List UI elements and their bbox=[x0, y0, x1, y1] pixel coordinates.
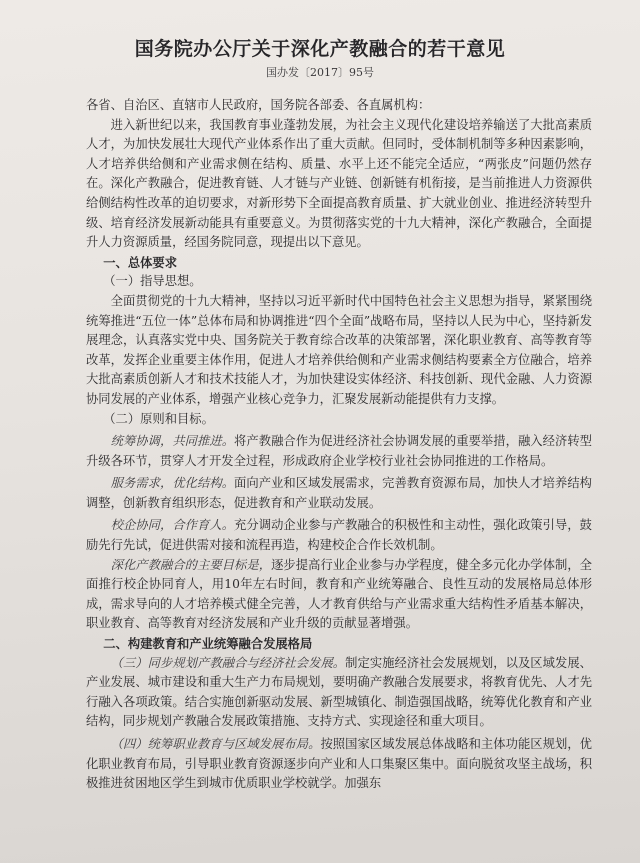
subsection-4-lead: （四）统筹职业教育与区域发展布局。 bbox=[110, 737, 321, 751]
salutation: 各省、自治区、直辖市人民政府，国务院各部委、各直属机构： bbox=[86, 98, 431, 112]
principle-cooperation-lead: 校企协同，合作育人。 bbox=[110, 518, 235, 533]
subsection-3-text: 制定实施经济社会发展规划，以及区域发展、产业发展、城市建设和重大生产力布局规划，要明确产教融合发展要求，将教育优先、人才先行融入各项政策。结合实施创新驱动发展、新型城镇化、制造强国战略，统筹优化教育和产业结构，同步规划产教融合发展政策措施、支持方式、实现途径和重大项目。 bbox=[86, 655, 592, 729]
principle-coordination bbox=[86, 432, 592, 471]
main-goal-text: 逐步提高行业企业参与办学程度，健全多元化办学体制，全面推行校企协同育人，用10年左右时间，教育和产业统筹融合、良性互动的发展格局总体形成，需求导向的人才培养模式健全完善，人才教育供给与产业需求重大结构性矛盾基本解决，职业教育、高等教育对经济发展和产业升级的贡献显著增强。 bbox=[86, 557, 592, 631]
intro-paragraph: 进入新世纪以来，我国教育事业蓬勃发展，为社会主义现代化建设培养输送了大批高素质人才，为加快发展壮大现代产业体系作出了重大贡献。但同时，受体制机制等多种因素影响，人才培养供给侧和产业需求侧在结构、质量、水平上还不能完全适应，“两张皮”问题仍然存在。深化产教融合，促进教育链、人才链与产业链、创新链有机衔接，是当前推进人力资源供给侧结构性改革的迫切要求，对新形势下全面提高教育质量、扩大就业创业、推进经济转型升级、培育经济发展新动能具有重要意义。为贯彻落实党的十九大精神，深化产教融合，全面提升人力资源质量，经国务院同意，现提出以下意见。 bbox=[86, 117, 592, 250]
principle-demand-text: 面向产业和区域发展需求，完善教育资源布局，加快人才培养结构调整，创新教育组织形态，促进教育和产业联动发展。 bbox=[86, 476, 592, 510]
section-heading-1: 一、总体要求 bbox=[103, 254, 178, 270]
principle-cooperation-text: 充分调动企业参与产教融合的积极性和主动性，强化政策引导，鼓励先行先试，促进供需对接和流程再造，构建校企合作长效机制。 bbox=[86, 518, 592, 553]
principle-demand bbox=[86, 474, 592, 513]
document-body bbox=[86, 96, 592, 794]
subsection-heading-1: （一）指导思想。 bbox=[103, 274, 202, 289]
document-number: 国办发〔2017〕95号 bbox=[266, 66, 374, 79]
principle-demand-lead: 服务需求，优化结构。 bbox=[110, 476, 235, 491]
principle-coordination-text: 将产教融合作为促进经济社会协调发展的重要举措，融入经济转型升级各环节，贯穿人才开发全过程，形成政府企业学校行业社会协同推进的工作格局。 bbox=[86, 434, 592, 468]
principle-coordination-lead: 统筹协调，共同推进。 bbox=[110, 434, 235, 449]
subsection-heading-2: （二）原则和目标。 bbox=[103, 411, 214, 426]
subsection-3-paragraph bbox=[86, 654, 592, 732]
section-heading-2: 二、构建教育和产业统筹融合发展格局 bbox=[103, 636, 313, 652]
principle-cooperation bbox=[86, 516, 592, 555]
document-title: 国务院办公厅关于深化产教融合的若干意见 bbox=[134, 38, 506, 60]
main-goal-lead: 深化产教融合的主要目标是， bbox=[110, 557, 272, 572]
subsection-4-paragraph bbox=[86, 735, 592, 794]
main-goal-paragraph bbox=[86, 556, 592, 634]
subsection-4-text: 按照国家区域发展总体战略和主体功能区规划，优化职业教育布局，引导职业教育资源逐步向产业和人口集聚区集中。面向脱贫攻坚主战场，积极推进贫困地区学生到城市优质职业学校就学。加强东 bbox=[86, 737, 592, 791]
guiding-ideology-paragraph: 全面贯彻党的十九大精神，坚持以习近平新时代中国特色社会主义思想为指导，紧紧围绕统筹推进“五位一体”总体布局和协调推进“四个全面”战略布局，坚持以人民为中心，坚持新发展理念，认真落实党中央、国务院关于教育综合改革的决策部署，深化职业教育、高等教育等改革，发挥企业重要主体作用，促进人才培养供给侧和产业需求侧结构要素全方位融合，培养大批高素质创新人才和技术技能人才，为加快建设实体经济、科技创新、现代金融、人力资源协同发展的产业体系，增强产业核心竞争力，汇聚发展新动能提供有力支撑。 bbox=[86, 293, 592, 406]
subsection-3-lead: （三）同步规划产教融合与经济社会发展。 bbox=[110, 655, 346, 670]
